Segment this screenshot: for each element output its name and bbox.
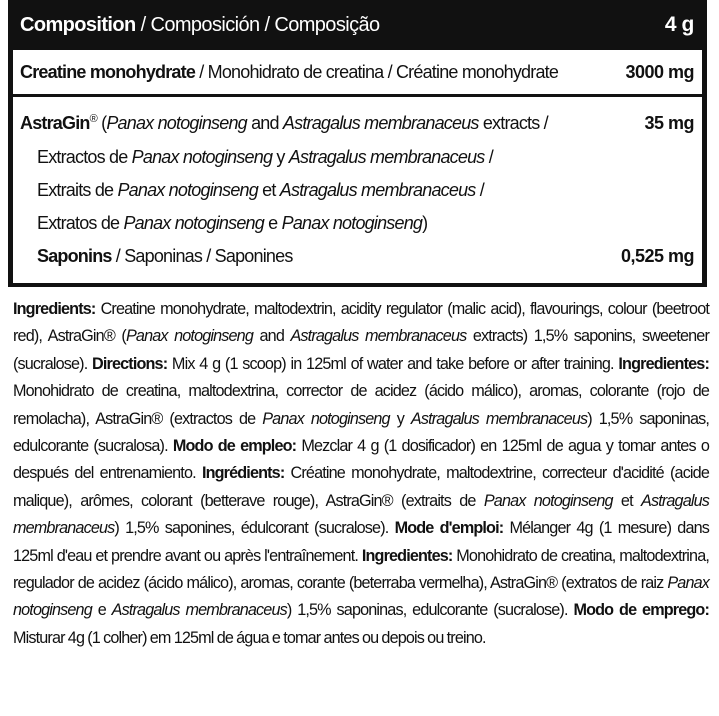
- creatine-amount: 3000 mg: [625, 62, 694, 82]
- composition-table: [8, 0, 707, 287]
- species-name: Panax notoginseng: [13, 574, 709, 620]
- ingredients-text-pt: Monohidrato de creatina, maltodextrina, regulador de acidez (ácido málico), aromas, corante (beterraba vermelha), AstraGin® (extratos de raiz: [13, 546, 709, 593]
- saponins-translations: / Saponinas / Saponines: [111, 246, 293, 266]
- astragin-text: /: [475, 180, 484, 200]
- astragin-es-line: [37, 147, 493, 168]
- creatine-label: [20, 62, 558, 83]
- directions-label-pt: Modo de emprego:: [573, 601, 710, 620]
- species-name: Panax notoginseng: [125, 327, 253, 346]
- astragin-pt-line: [37, 213, 427, 234]
- species-name: Panax notoginseng: [483, 491, 613, 510]
- ingredients-text-en: and: [253, 327, 291, 346]
- directions-text-es: Mezclar 4 g (1 dosificador) en 125ml de agua y tomar antes o después del entrenamiento.: [13, 437, 709, 483]
- composition-title-translations: / Composición / Composição: [135, 13, 380, 36]
- ingredients-label-fr: Ingrédients:: [201, 464, 285, 483]
- astragin-name: AstraGin: [20, 113, 90, 133]
- astragin-text: and: [246, 113, 283, 133]
- saponins-label: [20, 246, 293, 267]
- ingredients-text-es: y: [389, 409, 411, 428]
- directions-label-en: Directions:: [92, 354, 168, 373]
- ingredients-label-en: Ingredients:: [13, 300, 96, 318]
- species-name: Astragalus membranaceus: [111, 601, 287, 620]
- serving-size: 4 g: [664, 13, 694, 36]
- species-name: Astragalus membranaceus: [288, 147, 485, 167]
- species-name: Astragalus membranaceus: [13, 491, 709, 538]
- species-name: Panax notoginseng: [123, 213, 264, 233]
- species-name: Astragalus membranaceus: [282, 113, 479, 133]
- creatine-translations: / Monohidrato de creatina / Créatine monohydrate: [195, 62, 559, 82]
- astragin-text: extracts /: [478, 113, 548, 133]
- ingredients-text-en: Creatine monohydrate, maltodextrin, acidity regulator (malic acid), flavourings, colour (beetroot red), AstraGin® (: [13, 300, 709, 346]
- ingredients-text-pt: ) 1,5% saponinas, edulcorante (sucralose).: [286, 601, 574, 620]
- row-divider: [13, 94, 702, 97]
- species-name: Astragalus membranaceus: [290, 327, 467, 346]
- astragin-text: e: [263, 213, 282, 233]
- directions-text-en: Mix 4 g (1 scoop) in 125ml of water and take before or after training.: [167, 354, 619, 373]
- species-name: Panax notoginseng: [131, 147, 273, 167]
- species-name: Astragalus membranaceus: [279, 180, 476, 200]
- astragin-text: (: [96, 113, 107, 133]
- directions-text-fr: Mélanger 4g (1 mesure) dans 125ml d'eau et prendre avant ou après l'entraînement.: [13, 519, 709, 565]
- astragin-text: /: [484, 147, 493, 167]
- astragin-row: [13, 113, 702, 134]
- ingredients-paragraph: [13, 296, 709, 652]
- species-name: Panax notoginseng: [106, 113, 247, 133]
- species-name: Astragalus membranaceus: [410, 409, 588, 428]
- ingredients-directions-text: [13, 296, 709, 652]
- composition-title: [20, 14, 380, 37]
- astragin-text: ): [422, 213, 428, 233]
- saponins-name: Saponins: [37, 246, 112, 266]
- composition-title-bold: Composition: [20, 13, 136, 36]
- astragin-text: Extratos de: [37, 213, 124, 233]
- registered-mark: ®: [89, 113, 97, 125]
- astragin-fr-line: [37, 180, 484, 201]
- astragin-text: y: [272, 147, 289, 167]
- species-name: Panax notoginseng: [117, 180, 258, 200]
- directions-label-es: Modo de empleo:: [172, 437, 297, 456]
- saponins-amount: 0,525 mg: [620, 246, 694, 266]
- creatine-name: Creatine monohydrate: [20, 62, 196, 82]
- saponins-row: [13, 246, 702, 267]
- directions-label-fr: Mode d'emploi:: [394, 519, 504, 538]
- ingredients-text-fr: et: [612, 491, 642, 510]
- ingredients-label-pt: Ingredientes:: [361, 546, 453, 565]
- species-name: Panax notoginseng: [281, 213, 423, 233]
- ingredients-text-fr: ) 1,5% saponines, édulcorant (sucralose).: [114, 519, 395, 538]
- ingredients-text-en: extracts) 1,5% saponins, sweetener (sucralose).: [13, 327, 709, 373]
- astragin-text: Extraits de: [37, 180, 118, 200]
- ingredients-text-fr: Créatine monohydrate, maltodextrine, correcteur d'acidité (acide malique), arômes, colorant (betterave rouge), AstraGin® (extraits de: [13, 464, 709, 510]
- astragin-amount: 35 mg: [644, 113, 694, 133]
- creatine-row: [13, 62, 702, 83]
- astragin-text: Extractos de: [37, 147, 132, 167]
- directions-text-pt: Misturar 4g (1 colher) em 125ml de água e tomar antes ou depois ou treino.: [13, 628, 486, 647]
- ingredients-text-es: ) 1,5% saponinas, edulcorante (sucralosa).: [13, 409, 710, 456]
- ingredients-text-es: Monohidrato de creatina, maltodextrina, corrector de acidez (ácido málico), aromas, colorante (rojo de remolacha), AstraGin® (extractos de: [13, 382, 709, 428]
- species-name: Panax notoginseng: [262, 409, 390, 428]
- astragin-label: [20, 113, 548, 134]
- ingredients-label-es: Ingredientes:: [618, 354, 709, 373]
- ingredients-text-pt: e: [91, 601, 112, 620]
- astragin-text: et: [257, 180, 280, 200]
- composition-header: [13, 0, 702, 50]
